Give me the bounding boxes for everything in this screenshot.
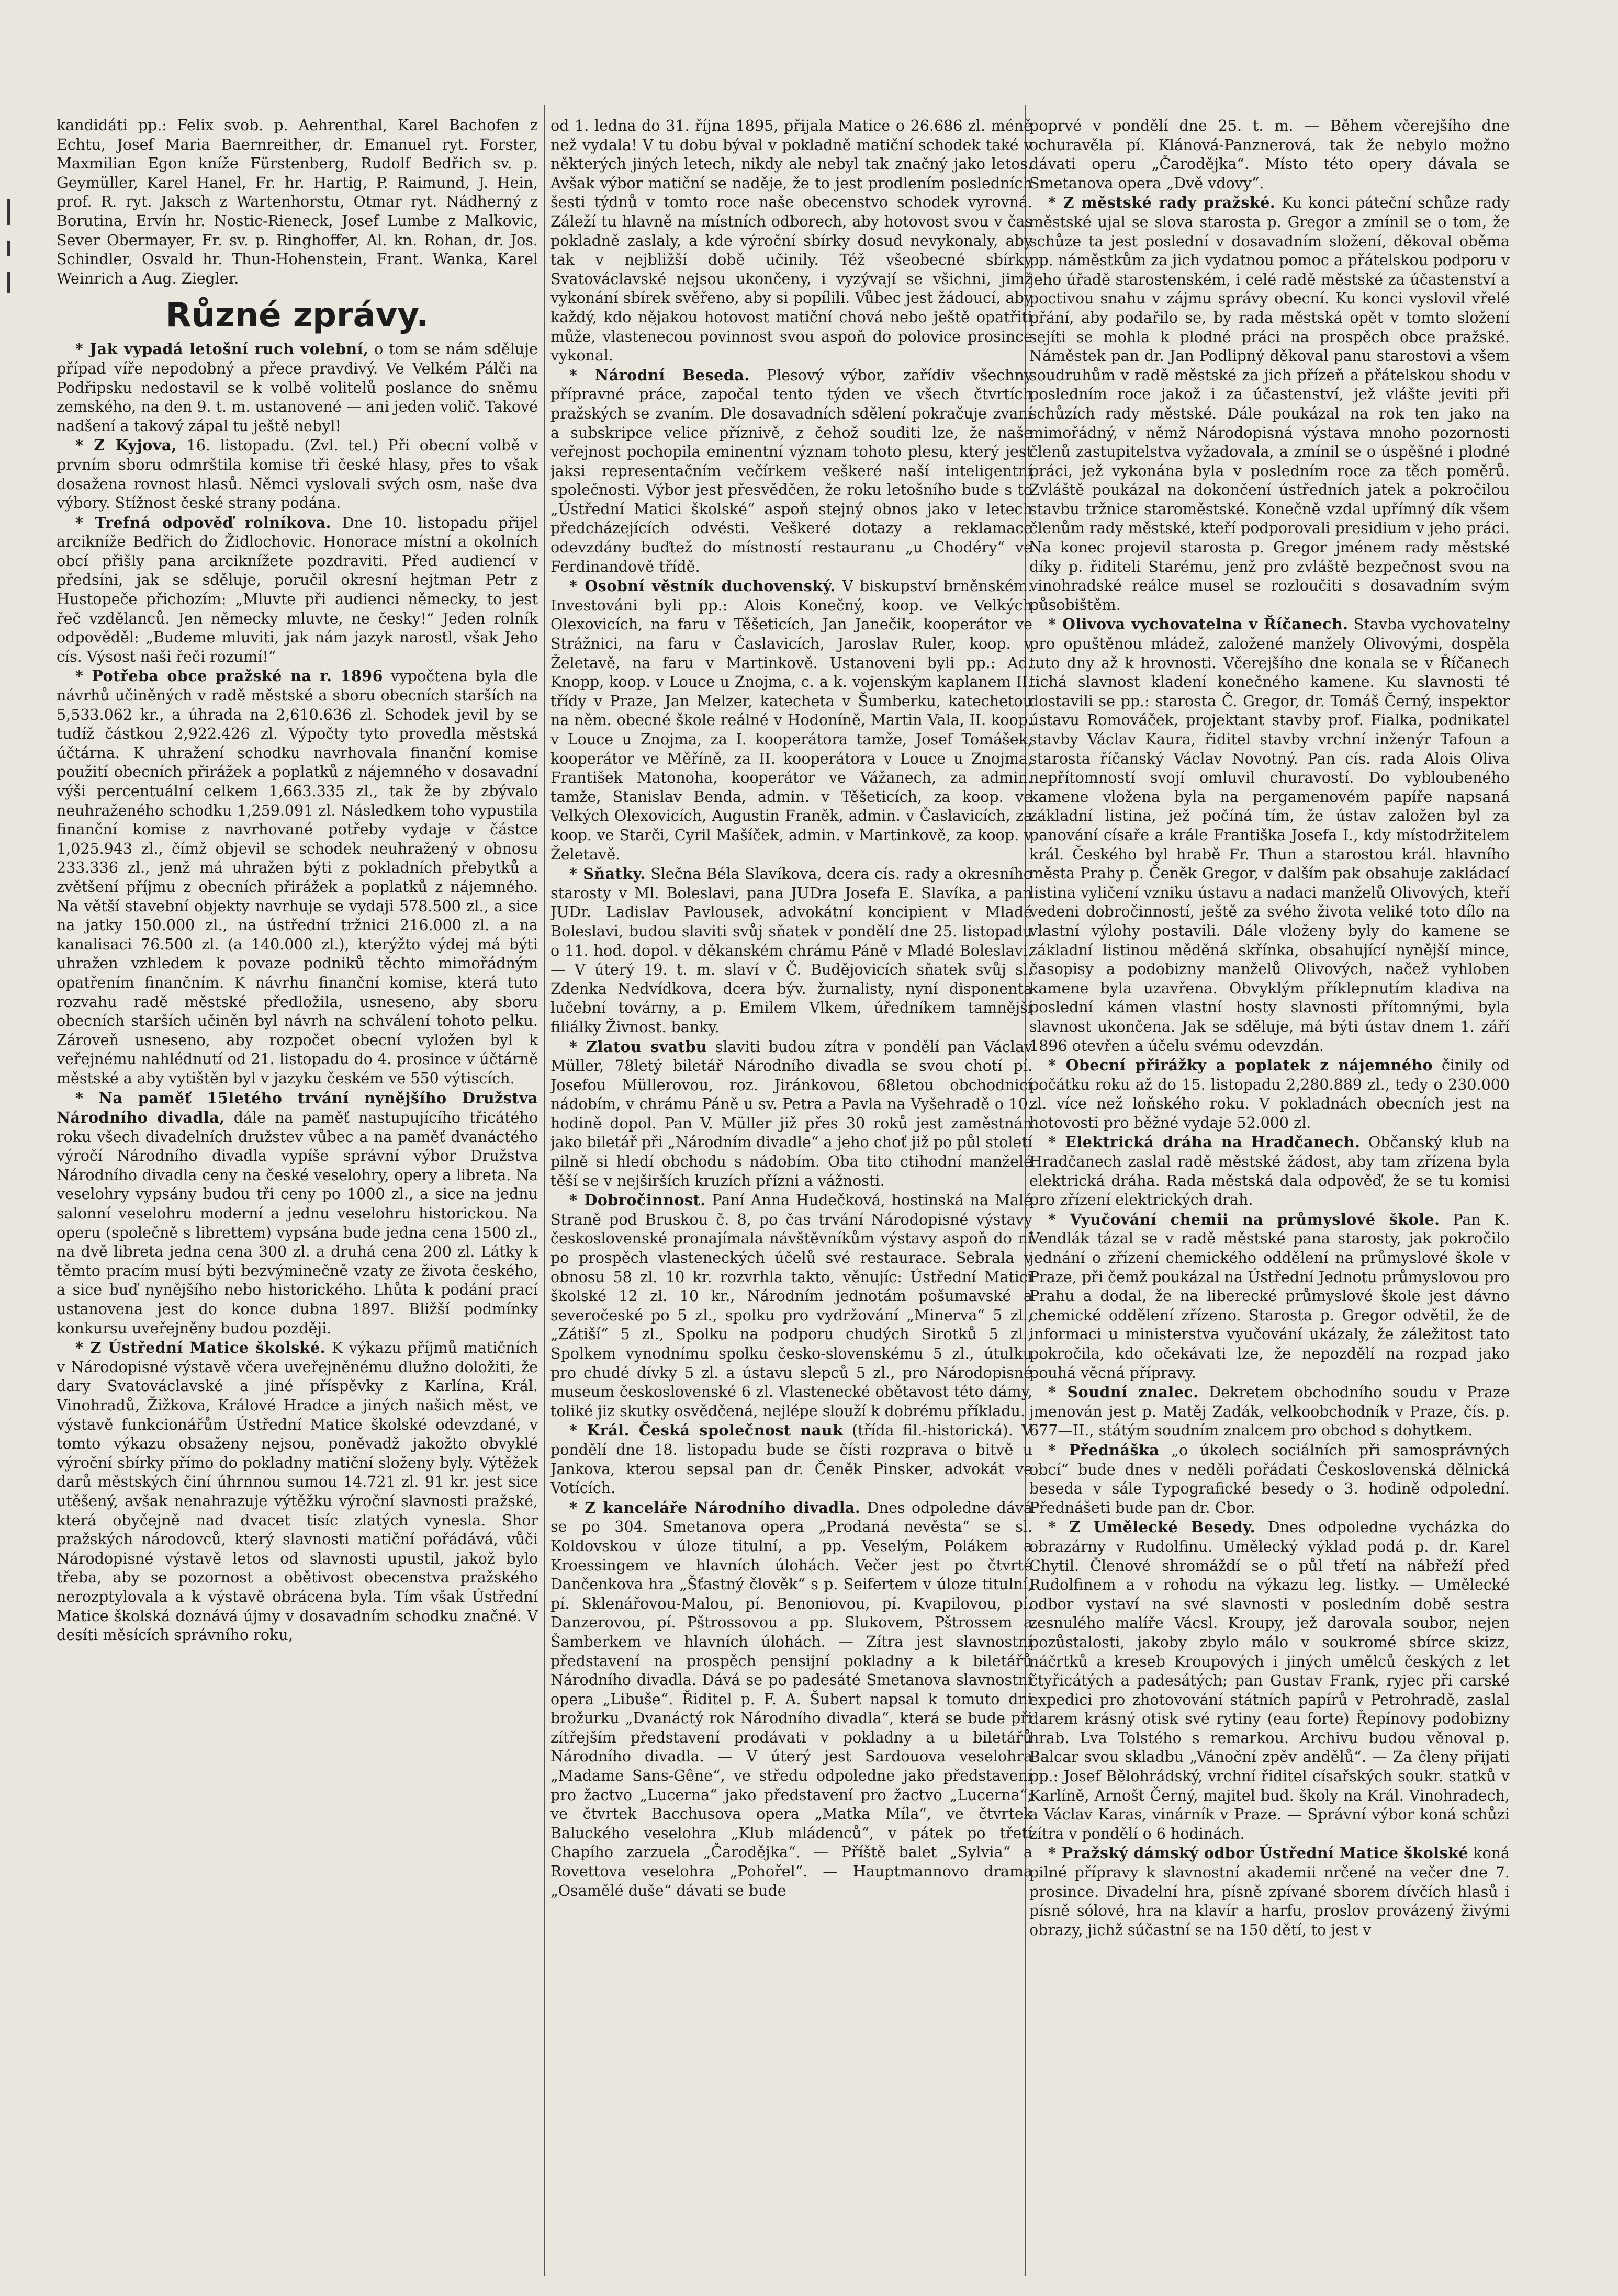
article bbox=[550, 1037, 1032, 1191]
article bbox=[550, 576, 1032, 864]
article-body: Dnes odpoledne vycházka do obrazárny v Rudolfinu. Umělecký výklad podá p. dr. Karel Chytil. Členové shromáždí se o půl třetí na nábřeží před Rudolfinem a v rohodu na výkazu leg. listky. — Umělecké odbor vystaví na své slavnosti v posledním době sestra zesnulého malíře Vácsl. Kroupy, jež darovala soubor, nejen pozůstalosti, jakoby zbylo málo v soukromé sbírce skizz, náčrtků a kreseb Kroupových i jiných umělců českých z let čtyřicátých a padesátých; pan Gustav Frank, ryjec při carské expedici pro zhotovování státních papírů v Petrohradě, zaslal darem krásný otisk své rytiny (eau forte) Řepínovy podobizny hrab. Lva Tolstého s remarkou. Archivu budou věnoval p. Balcar svou skladbu „Vánoční zpěv andělů“. — Za členy přijati pp.: Josef Bělohrádský, vrchní řiditel císařských soukr. statků v Karlíně, Arnošt Černý, majitel bud. školy na Král. Vinohradech, a Václav Karas, vinárník v Praze. — Správní výbor koná schůzi zítra v pondělí o 6 hodinách. bbox=[1029, 1519, 1510, 1842]
article bbox=[550, 116, 1032, 366]
article-body: dále na paměť nastupujícího třicátého roku všech divadelních družstev vůbec a na paměť dvanáctého výročí Národního divadla vypíše správní výbor Družstva Národního divadla ceny na české veselohry, opery a libreta. Na veselohry vypsány budou tři ceny po 1000 zl., a sice na jednu salonní veselohru moderní a jednu veselohru historickou. Na operu (společně s librettem) vypsána bude jedna cena 1500 zl., na dvě libreta jedna cena 300 zl. a druhá cena 200 zl. Látky k těmto pracím musí býti bezvýminečně vzaty ze života českého, a sice buď nynějšího nebo historického. Lhůta k podání prací ustanovena jest do konce dubna 1897. Bližší podmínky konkursu uveřejněny budou později. bbox=[57, 1109, 538, 1337]
article-body: „o úkolech sociálních při samosprávných obcí“ bude dnes v neděli pořádati Československá dělnická beseda v sále Typografické besedy o 3. hodině odpolední. Přednášeti bude pan dr. Cbor. bbox=[1029, 1441, 1510, 1517]
article bbox=[550, 1191, 1032, 1421]
margin-mark bbox=[7, 199, 10, 225]
article-body: K výkazu příjmů matičních v Národopisné výstavě včera uveřejněnému dlužno doložiti, že dary Svatováclavské a jiné příspěvky z Karlína, Král. Vinohradů, Žižkova, Králové Hradce a jiných našich měst, ve výstavě funkcionářům Ústřední Matice školské odevzdané, v tomto výkazu obsaženy nejsou, poněvadž jakožto obvyklé výroční sbírky přímo do pokladny matiční složeny byly. Výtěžek darů městských činí úhrnnou sumou 14.721 zl. 91 kr. jest sice utěšený, avšak nenahrazuje výtěžku výroční slavnosti pražské, která obyčejně nad dvacet tisíc zlatých vynesla. Shor pražských národovců, který slavnosti matiční pořádává, vůči Národopisné výstavě letos od slavnosti upustil, jakož bylo třeba, aby se pozornost a obětivost obecenstva pražského nerozptylovala a k výstavě obrácena byla. Tím však Ústřední Matice školská doznává újmy v dosavadním schodku značné. V desíti měsících správního roku, bbox=[57, 1339, 538, 1644]
article-body: vypočtena byla dle návrhů učiněných v radě městské a sboru obecních starších na 5,533.062 kr., a úhrada na 2,610.636 zl. Schodek jevil by se tudíž částkou 2,922.426 zl. Výpočty tyto provedla městská účtárna. K uhražení schodku navrhovala finanční komise použití obecních přirážek a poplatků z nájemného v dosavadní výši percentuální celkem 1,663.335 zl., tak že by zbývalo neuhraženého schodku 1,259.091 zl. Následkem toho vypustila finanční komise z navrhované potřeby vydaje v částce 1,025.943 zl., čímž objevil se schodek neuhražený v obnosu 233.336 zl., jenž má uhražen býti z pokladních přebytků a zvětšení příjmu z obecních přirážek a poplatků z nájemného. Na větší stavební objekty navrhuje se vydaji 578.500 zl., a sice na jatky 150.000 zl., na ústřední tržnici 216.000 zl. a na kanalisaci 76.500 zl. (a 140.000 zl.), kterýžto výdej má býti uhražen vzhledem k povaze podniků těchto mimořádným opatřením finančním. K návrhu finanční komise, která tuto rozvahu radě městské předložila, usneseno, aby sboru obecních starších učiněn byl návrh na schválení tohoto pelku. Zároveň usneseno, aby rozpočet obecní vyložen byl k veřejnému nahlédnutí od 21. listopadu do 4. prosince v účtárně městské a aby vytištěn byl v jazyku českém ve 550 výtiscích. bbox=[57, 668, 538, 1087]
article-heading: * Pražský dámský odbor Ústřední Matice školské bbox=[1048, 1844, 1469, 1862]
article-heading: * Z městské rady pražské. bbox=[1048, 194, 1276, 212]
article-body: Dnes odpoledne dává se po 304. Smetanova opera „Prodaná nevěsta“ se sl. Koldovskou v úloze titulní, a pp. Veselým, Polákem a Kroessingem ve hlavních úlohách. Večer jest po čtvrté Dančenkova hra „Šťastný člověk“ s p. Seifertem v úloze titulní, pí. Sklenářovou-Malou, pí. Benoniovou, pí. Kvapilovou, pí. Danzerovou, pí. Pštrossovou a pp. Slukovem, Pštrossem a Šamberkem ve hlavních úlohách. — Zítra jest slavnostní představení na prospěch pensijní pokladny a k biletářů Národního divadla. Dává se po padesáté Smetanova slavnostní opera „Libuše“. Řiditel p. F. A. Šubert napsal k tomuto dni brožurku „Dvanáctý rok Národního divadla“, která se bude při zítřejším představení prodávati v pokladny a u biletářů Národního divadla. — V úterý jest Sardouova veselohra „Madame Sans-Gêne“, ve středu odpoledne jako představení pro žactvo „Lucerna“ jako představení pro žactvo „Lucerna“; ve čtvrtek Bacchusova opera „Matka Míla“, ve čtvrtek Baluckého veselohra „Klub mládenců“, v pátek po třetí Chapího zarzuela „Čarodějka“. — Příště balet „Sylvia“ a Rovettova veselohra „Pohořel“. — Hauptmannovo drama „Osamělé duše“ dávati se bude bbox=[550, 1499, 1032, 1899]
margin-mark bbox=[7, 241, 10, 256]
article-heading: * Obecní přirážky a poplatek z nájemného bbox=[1048, 1056, 1433, 1075]
article bbox=[57, 1089, 538, 1339]
article bbox=[550, 366, 1032, 577]
article bbox=[1029, 1843, 1510, 1940]
article-heading: * Elektrická dráha na Hradčanech. bbox=[1048, 1133, 1361, 1151]
article-body: o tom se nám sděluje případ víře nepodobný a přece pravdivý. Ve Velkém Pálči na Podřipsku nedostavil se k volbě volitelů poslance do sněmu zemského, na den 9. t. m. ustanovené — ani jeden volič. Takové nadšení a takový zápal tu ještě nebyl! bbox=[57, 341, 538, 435]
article-body: od 1. ledna do 31. října 1895, přijala Matice o 26.686 zl. méně než vydala! V tu dobu býval v pokladně matiční schodek také v některých jiných letech, nikdy ale nebyl tak značný jako letos. Avšak výbor matiční se naděje, že to jest prodlením posledních šesti týdnů v tomto roce naše obecenstvo schodek vyrovná. Záleží tu hlavně na místních odborech, aby hotovost svou v čas pokladně zaslaly, a kde výroční sbírky dosud nevykonaly, aby tak v nejbližší době učinily. Též všeobecné sbírky Svatováclavské nejsou ukončeny, i vyzývají se všichni, jimž vykonání sbírek svěřeno, aby si popílili. Vůbec jest žádoucí, aby každý, kdo nějakou hotovost matiční chová nebo ještě opatřiti může, vlastenecou povinnost svou aspoň do polovice prosince vykonal. bbox=[550, 117, 1032, 365]
article-body: Pan K. Vendlák tázal se v radě městské pana starosty, jak pokročilo jednání o zřízení chemického oddělení na průmyslové škole v Praze, při čemž poukázal na Ústřední Jednotu průmyslovou pro Prahu a dodal, že na liberecké průmyslové škole jest dávno chemické oddělení zřízeno. Starosta p. Gregor odvětil, že de informaci u ministerstva vyučování ukázaly, že záležitost tato pokročila, kdo očekávati lze, že nepozdělí na rozpad jako pouhá věcná přípravy. bbox=[1029, 1211, 1510, 1382]
article-heading: * Sňatky. bbox=[569, 865, 646, 883]
article bbox=[1029, 1056, 1510, 1133]
article-body: Občanský klub na Hradčanech zaslal radě městské žádost, aby tam zřízena byla elektrická dráha. Rada městská dala odpověď, že se tu komisi pro zřízení elektrických drah. bbox=[1029, 1134, 1510, 1209]
article bbox=[1029, 116, 1510, 193]
article-body: Slečna Béla Slavíkova, dcera cís. rady a okresního starosty v Ml. Boleslavi, pana JUDra Josefa E. Slavíka, a pan JUDr. Ladislav Pavlousek, advokátní koncipient v Mladé Boleslavi, budou slaviti svůj sňatek v pondělí dne 25. listopadu o 11. hod. dopol. v děkanském chrámu Páně v Mladé Boleslavi. — V úterý 19. t. m. slaví v Č. Budějovicích sňatek svůj sl. Zdenka Nedvídkova, dcera býv. žurnalisty, nyní disponenta lučební továrny, a p. Emilem Vlkem, úředníkem tamnější filiálky Živnost. banky. bbox=[550, 865, 1032, 1036]
article-heading: * Zlatou svatbu bbox=[569, 1037, 707, 1056]
article-body: činily od počátku roku až do 15. listopadu 2,280.889 zl., tedy o 230.000 zl. více než loňského roku. V pokladnách obecních jest na hotovosti pro běžné vydaje 52.000 zl. bbox=[1029, 1057, 1510, 1132]
article-heading: * Král. Česká společnost nauk bbox=[569, 1421, 844, 1440]
column-2 bbox=[550, 116, 1032, 2277]
column-3 bbox=[1029, 116, 1510, 2277]
article bbox=[57, 666, 538, 1088]
article bbox=[1029, 1518, 1510, 1843]
column-1 bbox=[57, 116, 538, 2277]
article bbox=[1029, 1133, 1510, 1209]
article-heading: * Potřeba obce pražské na r. 1896 bbox=[75, 667, 383, 685]
article-heading: * Z Umělecké Besedy. bbox=[1048, 1518, 1256, 1536]
article-body: Plesový výbor, zařídiv všechny přípravné práce, započal tento týden ve všech čtvrtích pražských se zvaním. Dle dosavadních sdělení pokračuje zvaní a subskripce velice příznivě, z čehož souditi lze, že naše veřejnost pochopila eminentní význam tohoto plesu, který jest jaksi representačním večírkem veškeré naší inteligentní společnosti. Výbor jest přesvědčen, že roku letošního bude s to „Ústřední Matici školské“ aspoň stejný obnos jako v letech předcházejících odvésti. Veškeré dotazy a reklamace odevzdány buďtež do místností restauranu „u Chodéry“ ve Ferdinandově třídě. bbox=[550, 366, 1032, 575]
article-body: 16. listopadu. (Zvl. tel.) Při obecní volbě v prvním sboru odmrštila komise tři české hlasy, přes to však dosažena rovnost hlasů. Němci vyslovali svých osm, naše dva výbory. Stížnost české strany podána. bbox=[57, 437, 538, 512]
article-body: Stavba vychovatelny pro opuštěnou mládež, založené manžely Olivovými, dospěla tuto dny až k hrovnosti. Včerejšího dne konala se v Říčanech tichá slavnost kladení konečného kamene. Ku slavnosti té dostavili se pp.: starosta Č. Gregor, dr. Tomáš Černý, inspektor ústavu Romováček, projektant stavby prof. Fialka, podnikatel stavby Václav Kaura, řiditel stavby vrchní inženýr Tafoun a starosta říčanský Václav Novotný. Pan cís. rada Alois Oliva nepřítomností svojí omluvil churavostí. Do vybloubeného kamene vložena byla na pergamenovém papíře napsaná základní listina, jež počíná tím, že ústav založen byl za panování císaře a krále Františka Josefa I., kdy místodržitelem král. Českého byl hrabě Fr. Thun a starostou král. hlavního města Prahy p. Čeněk Gregor, v dalším pak obsahuje zakládací listina vyličení vzniku ústavu a nadaci manželů Olivových, kteří vedeni dobročinností, ještě za svého života veliké toto dílo na vlastní výlohy postavili. Dále vloženy byly do kamene se základní listinou měděná skřínka, obsahující nynější mince, časopisy a podobizny manželů Olivových, načež vyhloben kamene byla uzavřena. Obvyklým příklepnutím kladiva na poslední kámen vlastní hosty slavnosti přítomnými, byla slavnost ukončena. Jak se sděluje, má býti ústav dnem 1. září 1896 otevřen a účelu svému odevzdán. bbox=[1029, 616, 1510, 1055]
article-body: V biskupství brněnském. Investováni byli pp.: Alois Konečný, koop. ve Velkých Olexovicích, na faru v Těšeticích, Jan Janečik, kooperátor ve Strážnici, na faru v Časlavicích, Jaroslav Ruler, koop. v Želetavě, na faru v Martinkově. Ustanoveni byli pp.: Ad. Knopp, koop. v Louce u Znojma, c. a k. vojenským kaplanem II. třídy v Praze, Jan Melzer, katecheta v Šumberku, katechetou na něm. obecné škole reálné v Hodoníně, Martin Vala, II. koop. v Louce u Znojma, za I. kooperátora tamže, Josef Tomášek, kooperátor ve Měříně, za II. kooperátora v Louce u Znojma, František Matonoha, kooperátor ve Vážanech, za admin. tamže, Stanislav Benda, admin. v Těšeticích, za koop. ve Velkých Olexovicích, Augustin Franěk, admin. v Časlavicích, za koop. ve Starči, Cyril Mašíček, admin. v Martinkově, za koop. v Želetavě. bbox=[550, 578, 1032, 863]
article-heading: * Vyučování chemii na průmyslové škole. bbox=[1048, 1210, 1440, 1228]
section-title: Různé zprávy. bbox=[165, 296, 429, 335]
article-heading: * Národní Beseda. bbox=[569, 366, 750, 384]
article bbox=[1029, 1383, 1510, 1441]
article bbox=[1029, 1210, 1510, 1383]
margin-mark bbox=[7, 272, 10, 293]
article-heading: * Soudní znalec. bbox=[1048, 1383, 1199, 1401]
article bbox=[1029, 615, 1510, 1056]
article bbox=[57, 1338, 538, 1645]
article-heading: * Přednáška bbox=[1048, 1441, 1160, 1459]
article-heading: * Z Kyjova, bbox=[75, 436, 177, 455]
article-heading: * Osobní věstník duchovenský. bbox=[569, 577, 836, 595]
article-heading: * Jak vypadá letošní ruch volební, bbox=[75, 340, 369, 358]
article bbox=[1029, 193, 1510, 615]
article-body: koná pilné přípravy k slavnostní akademii nrčené na večer dne 7. prosince. Divadelní hra, písně zpívané sborem dívčích hlasů i písně sólové, hra na klavír a harfu, proslov provázený živými obrazy, jichž súčastní se na 150 dětí, to jest v bbox=[1029, 1845, 1510, 1939]
candidate-list: kandidáti pp.: Felix svob. p. Aehrenthal, Karel Bachofen z Echtu, Josef Maria Baernreither, dr. Emanuel ryt. Forster, Maxmilian Egon kníže Fürstenberg, Rudolf Bedřich sv. p. Geymüller, Karel Hanel, Fr. hr. Hartig, P. Raimund, J. Hein, prof. R. ryt. Jaksch z Wartenhorstu, Otmar ryt. Nádherný z Borutina, Ervín hr. Nostic-Rieneck, Josef Lumbe z Malkovic, Sever Obermayer, Fr. sv. p. Ringhoffer, Al. kn. Rohan, dr. Jos. Schindler, Osvald hr. Thun-Hohenstein, Frant. Wanka, Karel Weinrich a Aug. Ziegler. bbox=[57, 117, 538, 287]
article-heading: * Z kanceláře Národního divadla. bbox=[569, 1498, 861, 1517]
article-heading: * Na paměť 15letého trvání nynějšího Družstva Národního divadla, bbox=[57, 1089, 538, 1127]
article bbox=[550, 1498, 1032, 1901]
article bbox=[57, 436, 538, 513]
article-body: Paní Anna Hudečková, hostinská na Malé Straně pod Bruskou č. 8, po čas trvání Národopisné výstavy československé pronajímala návštěvníkům výstavy aspoň do ní po prospěch vlasteneckých účelů své restaurace. Sebrala v obnosu 58 zl. 10 kr. rozvrhla takto, věnujíc: Ústřední Matici školské 12 zl. 10 kr., Národním jednotám pošumavské a severočeské po 5 zl., spolku pro vydržování „Minerva“ 5 zl., „Zátiší“ 5 zl., Spolku na podporu chudých Sirotků 5 zl., Spolkem vynodnímu spolku česko-slovenskému 5 zl., útulku pro chudé dívky 5 zl. a ústavu slepců 5 zl., pro Národopisné museum československé 6 zl. Vlastenecké obětavost této dámy, toliké jiz skutky osvědčená, nejlépe slouží k dobrému příkladu. bbox=[550, 1192, 1032, 1420]
column-rule bbox=[544, 105, 545, 2276]
article-heading: * Trefná odpověď rolníkova. bbox=[75, 513, 332, 531]
article-body: poprvé v pondělí dne 25. t. m. — Během včerejšího dne ochuravěla pí. Klánová-Panznerová, tak že nebylo možno dávati operu „Čarodějka“. Místo této opery dávala se Smetanova opera „Dvě vdovy“. bbox=[1029, 117, 1510, 192]
scan-margin bbox=[0, 0, 31, 2296]
article bbox=[550, 1421, 1032, 1498]
article-body: Ku konci páteční schůze rady městské ujal se slova starosta p. Gregor a zmínil se o tom, že schůze ta jest poslední v dosavadním složení, děkoval oběma pp. náměstkům za jich vydatnou pomoc a přátelskou podporu v jeho úřadě starostenském, i celé radě městské za účastenství a poctivou snahu v zájmu správy obecní. Ku konci vyslovil vřelé přání, aby podařilo se, by rada městská opět v tomto složení sejíti se mohla k plodné práci na prospěch obce pražské. Náměstek pan dr. Jan Podlipný děkoval panu starostovi a všem soudruhům v radě městské za jich přízeň a přátelskou shodu v posledním roce jakož i za účastenství, jež vlášte jeviti při schůzích rady městské. Dále poukázal na rok ten jako na mimořádný, v němž Národopisná výstava mnoho pozornosti členů zastupitelstva vyžadovala, a zmínil se o úspěšné i plodné práci, jež vykonána byla v posledním roce za těch poměrů. Zvláště poukázal na dokončení ústředních jatek a pokročilou stavbu tržnice staroměstské. Konečně vzdal upřímný dík všem členům rady městské, kteří podporovali presidium v jeho práci. Na konec projevil starosta p. Gregor jménem rady městské díky p. řiditeli Starému, jenž pro zvláště bezpečnost svou na vinohradské reálce musel se rozloučiti s dosavadním svým působištěm. bbox=[1029, 194, 1510, 614]
article-body: slaviti budou zítra v pondělí pan Václav Müller, 78letý biletář Národního divadla se svou chotí pí. Josefou Müllerovou, roz. Jiránkovou, 68letou obchodnicí nádobím, v chrámu Páně u sv. Petra a Pavla na Vyšehradě o 10. hodině dopol. Pan V. Müller již přes 30 roků jest zaměstnán jako biletář při „Národním divadle“ a jeho choť již po půl století pilně si hledí obchodu s nádobím. Oba tito ctihodní manželé těší se v nejširších kruzích přízni a vážnosti. bbox=[550, 1038, 1032, 1190]
article-heading: * Z Ústřední Matice školské. bbox=[75, 1339, 326, 1357]
article-body: Dekretem obchodního soudu v Praze jmenován jest p. Matěj Zadák, velkoobchodník v Praze, čís. p. 677—II., státým soudním znalcem pro obchod s dohytkem. bbox=[1029, 1384, 1510, 1440]
article-heading: * Dobročinnost. bbox=[569, 1191, 706, 1209]
article bbox=[57, 340, 538, 436]
article-body: (třída fil.-historická). V pondělí dne 18. listopadu bude se čísti rozprava o bitvě u Jankova, kterou sepsal pan dr. Čeněk Pinsker, advokát ve Votících. bbox=[550, 1422, 1032, 1497]
article-heading: * Olivova vychovatelna v Říčanech. bbox=[1048, 615, 1349, 634]
article bbox=[550, 864, 1032, 1037]
article bbox=[57, 513, 538, 667]
article-body: Dne 10. listopadu přijel arcikníže Bedřich do Židlochovic. Honorace místní a okolních obcí přišly pana arciknížete pozdraviti. Před audiencí v předsíni, jak se sděluje, poručil okresní hejtman Petr z Hustopeče přichozím: „Mluvte při audienci německy, to jest řeč vzdělanců. Jen německy mluvte, ne česky!“ Jeden rolník odpověděl: „Budeme mluviti, jak nám jazyk narostl, však Jeho cís. Výsost naši řeči rozumí!“ bbox=[57, 514, 538, 665]
article bbox=[1029, 1441, 1510, 1518]
